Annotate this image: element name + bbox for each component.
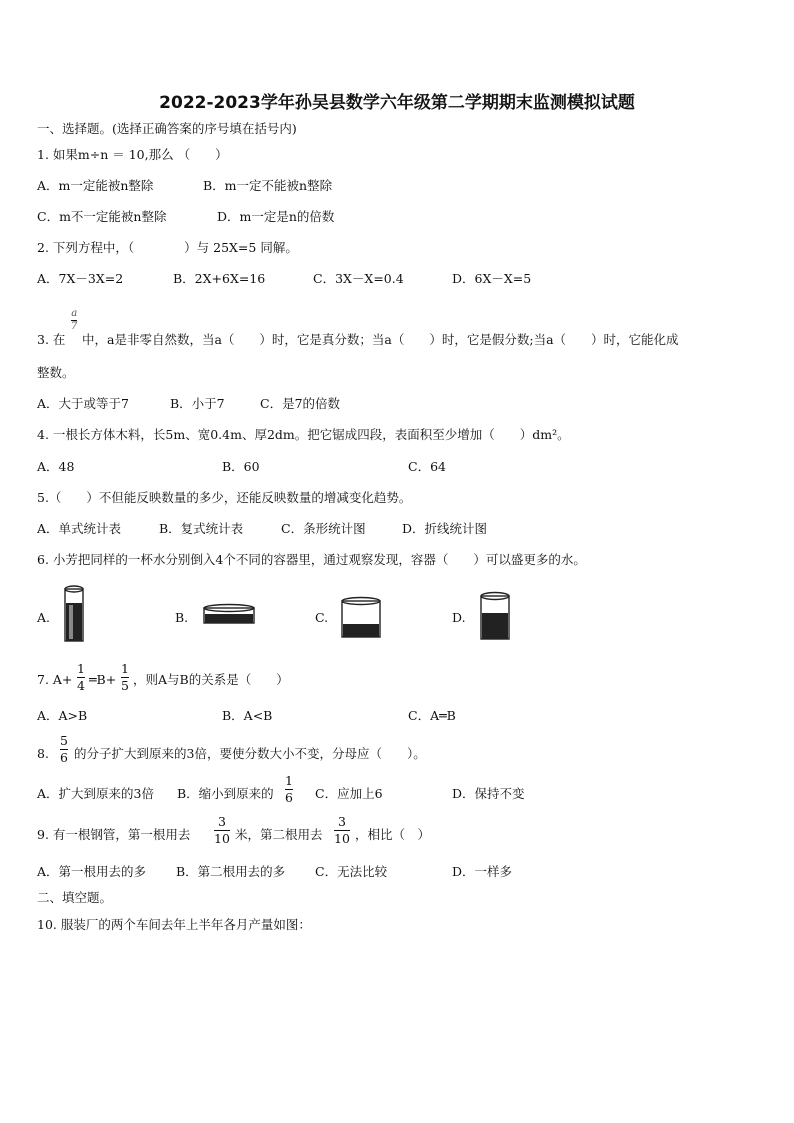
wide-flat-container-icon (202, 603, 256, 627)
q7-fraction-1 (77, 662, 85, 693)
q1-option-c: C．m不一定能被n整除 (37, 209, 167, 224)
q4-option-b: B．60 (222, 459, 260, 474)
q3-option-b: B．小于7 (170, 396, 225, 411)
q4-option-a: A．48 (37, 459, 75, 474)
q7-fraction-1-denominator: 4 (77, 678, 85, 693)
q5-option-b: B．复式统计表 (159, 521, 244, 536)
q3-option-c: C．是7的倍数 (260, 396, 341, 411)
q1-option-b: B．m一定不能被n整除 (203, 178, 333, 193)
q3-fraction-denominator: 7 (71, 321, 78, 332)
q3-option-a: A．大于或等于7 (37, 396, 129, 411)
q7-fraction-2 (121, 662, 129, 693)
q4-option-c: C．64 (408, 459, 446, 474)
q8-option-b-fraction-denominator: 6 (285, 790, 293, 805)
q2-option-d: D．6X－X=5 (452, 271, 532, 286)
medium-wide-container-icon (340, 596, 382, 641)
q8-option-a: A．扩大到原来的3倍 (37, 786, 154, 801)
q8-option-b: B．缩小到原来的 (177, 786, 274, 801)
q1-option-a: A．m一定能被n整除 (37, 178, 154, 193)
question-10: 10. 服装厂的两个车间去年上半年各月产量如图： (37, 917, 311, 932)
question-9-part1: 9. 有一根钢管，第一根用去 (37, 827, 191, 842)
question-7-part3: ，则A与B的关系是（ ） (133, 672, 289, 687)
question-7-part2: ═B+ (89, 672, 117, 687)
q2-option-a: A．7X－3X=2 (37, 271, 124, 286)
q7-option-a: A．A>B (37, 708, 88, 723)
q8-fraction (60, 734, 68, 765)
question-5: 5.（ ）不但能反映数量的多少，还能反映数量的增减变化趋势。 (37, 490, 412, 505)
q8-option-c: C．应加上6 (315, 786, 383, 801)
question-3: 中，a是非零自然数，当a（ ）时，它是真分数；当a（ ）时，它是假分数;当a（ ）时，它能化成 (82, 332, 679, 347)
question-4: 4. 一根长方体木料，长5m、宽0.4m、厚2dm。把它锯成四段，表面积至少增加（ ）dm²。 (37, 427, 570, 442)
q9-option-d: D．一样多 (452, 864, 513, 879)
q5-option-d: D．折线统计图 (402, 521, 488, 536)
section-2-heading: 二、填空题。 (37, 890, 113, 905)
q9-fraction-2 (334, 815, 350, 846)
section-1-heading: 一、选择题。(选择正确答案的序号填在括号内) (37, 121, 297, 136)
q1-option-d: D．m一定是n的倍数 (217, 209, 335, 224)
q9-option-c: C．无法比较 (315, 864, 388, 879)
q7-option-b: B．A<B (222, 708, 273, 723)
q9-option-a: A．第一根用去的多 (37, 864, 147, 879)
question-8: 的分子扩大到原来的3倍，要使分数大小不变，分母应（ ）。 (74, 746, 426, 761)
q9-fraction-1-denominator: 10 (214, 831, 230, 846)
question-1: 1. 如果m÷n ＝ 10,那么 （ ） (37, 147, 228, 162)
question-3-prefix: 3. 在 (37, 332, 66, 347)
question-9-part2: 米，第二根用去 (235, 827, 323, 842)
q5-option-c: C．条形统计图 (281, 521, 366, 536)
q7-option-c: C．A═B (408, 708, 456, 723)
q9-fraction-1 (214, 815, 230, 846)
question-6: 6. 小芳把同样的一杯水分别倒入4个不同的容器里，通过观察发现，容器（ ）可以盛更多的水。 (37, 552, 586, 567)
q8-option-b-fraction-numerator: 1 (285, 773, 293, 788)
question-2: 2. 下列方程中，（ ）与 25X=5 同解。 (37, 240, 298, 255)
q8-option-d: D．保持不变 (452, 786, 525, 801)
q3-fraction (71, 309, 77, 332)
tall-narrow-container-icon (63, 585, 85, 645)
q6-option-b-label: B. (175, 610, 189, 625)
question-7-part1: 7. A+ (37, 672, 73, 687)
q9-fraction-2-numerator: 3 (337, 814, 346, 829)
q7-fraction-1-numerator: 1 (77, 661, 85, 676)
q9-fraction-2-denominator: 10 (334, 831, 350, 846)
medium-tall-container-icon (479, 591, 511, 643)
q9-option-b: B．第二根用去的多 (176, 864, 286, 879)
q9-fraction-1-numerator: 3 (217, 814, 226, 829)
q3-fraction-numerator: a (71, 308, 78, 319)
q2-option-c: C．3X－X=0.4 (313, 271, 404, 286)
q2-option-b: B．2X+6X=16 (173, 271, 266, 286)
question-3-line2: 整数。 (37, 365, 75, 380)
q6-option-a-label: A. (37, 610, 51, 625)
q5-option-a: A．单式统计表 (37, 521, 122, 536)
q8-fraction-numerator: 5 (60, 733, 68, 748)
q6-option-c-label: C. (315, 610, 329, 625)
question-9-part3: ，相比（ ） (355, 827, 431, 842)
page-title: 2022-2023学年孙吴县数学六年级第二学期期末监测模拟试题 (159, 93, 635, 113)
q7-fraction-2-denominator: 5 (121, 678, 129, 693)
q8-fraction-denominator: 6 (60, 750, 68, 765)
q7-fraction-2-numerator: 1 (121, 661, 129, 676)
q8-option-b-fraction (285, 774, 293, 805)
question-8-part1: 8. (37, 746, 49, 761)
q6-option-d-label: D. (452, 610, 466, 625)
